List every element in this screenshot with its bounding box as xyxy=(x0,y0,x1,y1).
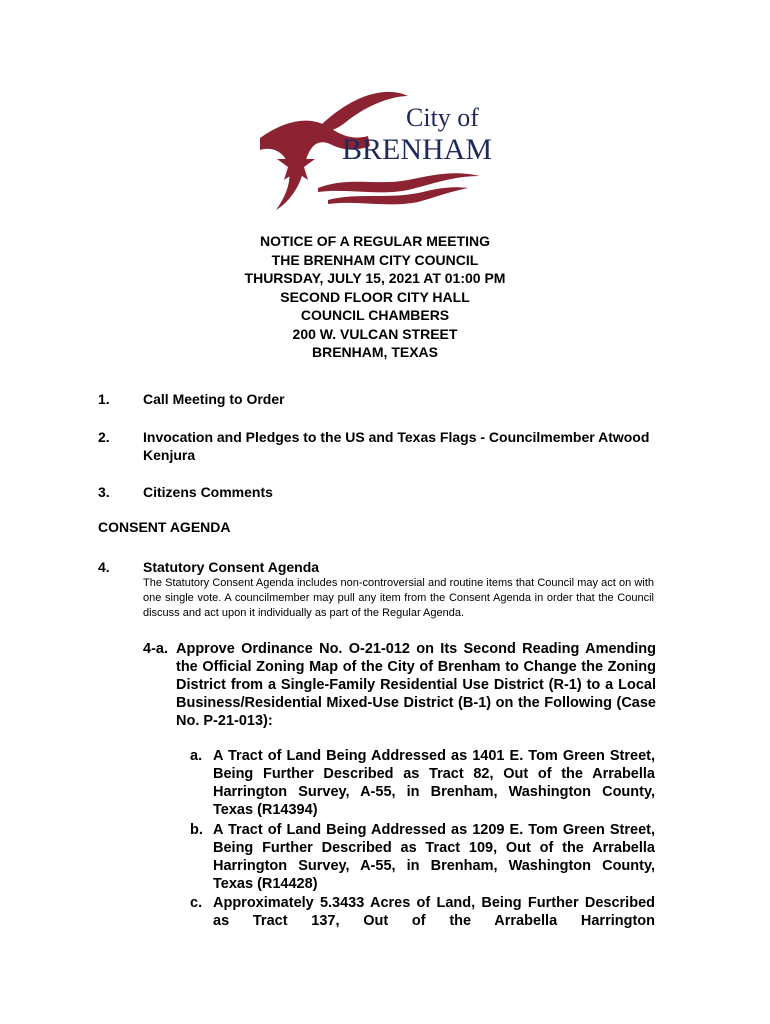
item-text: Invocation and Pledges to the US and Texas Flags - Councilmember Atwood Kenjura xyxy=(143,429,650,463)
item-label: 4-a. xyxy=(143,641,168,657)
consent-agenda-description: The Statutory Consent Agenda includes non-controversial and routine items that Council may act on with one single vote. A councilmember may pull any item from the Consent Agenda in order that the Council discuss and act upon it individually as part of the Regular Agenda. xyxy=(143,577,654,619)
tract-label: b. xyxy=(190,822,203,838)
agenda-item-4a xyxy=(143,640,656,730)
heading-line: SECOND FLOOR CITY HALL xyxy=(280,288,470,305)
tract-text: Approximately 5.3433 Acres of Land, Being Further Described as Tract 137, Out of the Arrabella Harrington xyxy=(213,895,655,929)
heading-line: BRENHAM, TEXAS xyxy=(311,344,438,360)
tract-label: c. xyxy=(190,895,203,911)
item-text: Citizens Comments xyxy=(143,484,273,500)
item-number: 2. xyxy=(98,429,110,445)
heading-line: THURSDAY, JULY 15, 2021 AT 01:00 PM xyxy=(244,270,506,286)
heading-line: NOTICE OF A REGULAR MEETING xyxy=(260,233,490,249)
item-number: 4. xyxy=(98,559,110,575)
tract-label: a. xyxy=(190,748,203,764)
tract-item-b xyxy=(190,821,655,893)
consent-agenda-heading: CONSENT AGENDA xyxy=(98,519,231,535)
flag-star-icon xyxy=(258,88,508,220)
item-number: 1. xyxy=(98,391,110,407)
heading-line: 200 W. VULCAN STREET xyxy=(292,325,458,342)
heading-line: COUNCIL CHAMBERS xyxy=(300,307,450,323)
item-number: 3. xyxy=(98,484,110,500)
tract-text: A Tract of Land Being Addressed as 1209 E. Tom Green Street, Being Further Described as Tract 109, Out of the Arrabella Harrington Survey, A-55, in Brenham, Washington County, Texas (R14428) xyxy=(213,822,655,892)
tract-item-a xyxy=(190,747,655,819)
item-text: Call Meeting to Order xyxy=(143,391,285,407)
heading-line: THE BRENHAM CITY COUNCIL xyxy=(271,251,479,268)
tract-text: A Tract of Land Being Addressed as 1401 E. Tom Green Street, Being Further Described as Tract 82, Out of the Arrabella Harrington Survey, A-55, in Brenham, Washington County, Texas (R14394) xyxy=(213,748,655,818)
tract-item-c xyxy=(190,894,655,930)
city-logo xyxy=(258,88,508,220)
logo-line1: City of xyxy=(406,103,479,132)
logo-line2: BRENHAM xyxy=(342,133,493,166)
meeting-notice-heading xyxy=(0,232,750,362)
item-text: Approve Ordinance No. O-21-012 on Its Second Reading Amending the Official Zoning Map of the City of Brenham to Change the Zoning District from a Single-Family Residential Use District (R-1) to a Local Business/Residential Mixed-Use District (B-1) on the Following (Case No. P-21-013): xyxy=(176,641,656,729)
item-text: Statutory Consent Agenda xyxy=(143,559,320,575)
